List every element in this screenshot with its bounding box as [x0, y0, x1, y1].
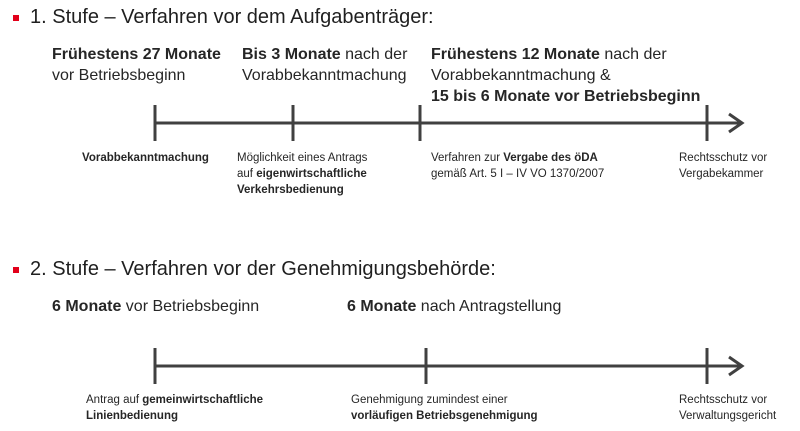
stage1-m4-bottom-line1: Rechtsschutz vor: [679, 152, 768, 164]
stage2-m1-bottom-line1: Antrag auf: [86, 394, 143, 406]
stage1-milestone-2-top: [242, 44, 407, 86]
stage1-bullet: [13, 15, 19, 21]
stage1-m2-bottom-line2a: auf: [237, 168, 257, 180]
stage1-m3-top-bold: Frühestens 12 Monate: [431, 46, 600, 63]
stage2-m2-top-bold: 6 Monate: [347, 298, 417, 315]
stage1-m3-top-line3: 15 bis 6 Monate vor Betriebsbeginn: [431, 88, 701, 105]
stage2-milestone-2-bottom: [351, 392, 538, 424]
stage1-heading: 1. Stufe – Verfahren vor dem Aufgabenträger:: [30, 6, 434, 28]
stage1-milestone-2-bottom: [237, 150, 367, 198]
stage2-m1-bottom-bold: gemeinwirtschaftliche: [142, 394, 264, 406]
stage1-m3-top-text: nach der: [599, 46, 667, 63]
stage2-milestone-1-top: [52, 296, 259, 317]
stage1-m2-bottom-line1: Möglichkeit eines Antrags: [237, 152, 368, 164]
stage1-milestone-1-bottom: [82, 150, 209, 166]
stage1-m2-top-text: nach der: [340, 46, 408, 63]
stage2-timeline: [0, 346, 800, 386]
stage1-m4-bottom-line2: Vergabekammer: [679, 168, 764, 180]
stage1-timeline: [0, 103, 800, 143]
stage2-m2-bottom-line1: Genehmigung zumindest einer: [351, 394, 508, 406]
stage1-m2-bottom-line2b: eigenwirtschaftliche: [256, 168, 367, 180]
stage2-m3-bottom-line2: Verwaltungsgericht: [679, 410, 777, 422]
stage1-m3-top-line2: Vorabbekanntmachung &: [431, 67, 611, 84]
stage1-milestone-3-top: [431, 44, 700, 107]
stage1-m2-top-bold: Bis 3 Monate: [242, 46, 341, 63]
stage2-heading: 2. Stufe – Verfahren vor der Genehmigungsbehörde:: [30, 258, 496, 280]
stage2-milestone-1-bottom: [86, 392, 263, 424]
stage1-m2-top-line2: Vorabbekanntmachung: [242, 67, 407, 84]
stage2-m2-bottom-line2: vorläufigen Betriebsgenehmigung: [351, 410, 538, 422]
stage1-milestone-4-bottom: [679, 150, 767, 182]
stage1-m1-bottom-bold: Vorabbekanntmachung: [82, 152, 209, 164]
stage1-m3-bottom-bold: Vergabe des öDA: [503, 152, 598, 164]
stage1-milestone-3-bottom: [431, 150, 604, 182]
stage2-m2-top-text: nach Antragstellung: [416, 298, 562, 315]
stage2-milestone-2-top: [347, 296, 561, 317]
stage1-m1-top-bold: Frühestens 27 Monate: [52, 46, 221, 63]
stage1-m2-bottom-line3: Verkehrsbedienung: [237, 184, 344, 196]
stage1-milestone-1-top: [52, 44, 221, 86]
stage2-m1-top-text: vor Betriebsbeginn: [121, 298, 260, 315]
stage2-m3-bottom-line1: Rechtsschutz vor: [679, 394, 768, 406]
stage2-m1-bottom-line2: Linienbedienung: [86, 410, 178, 422]
stage1-m3-bottom-line2: gemäß Art. 5 I – IV VO 1370/2007: [431, 168, 605, 180]
stage1-m3-bottom-line1: Verfahren zur: [431, 152, 504, 164]
stage2-m1-top-bold: 6 Monate: [52, 298, 122, 315]
stage2-bullet: [13, 267, 19, 273]
stage1-m1-top-line2: vor Betriebsbeginn: [52, 67, 186, 84]
stage2-milestone-3-bottom: [679, 392, 776, 424]
